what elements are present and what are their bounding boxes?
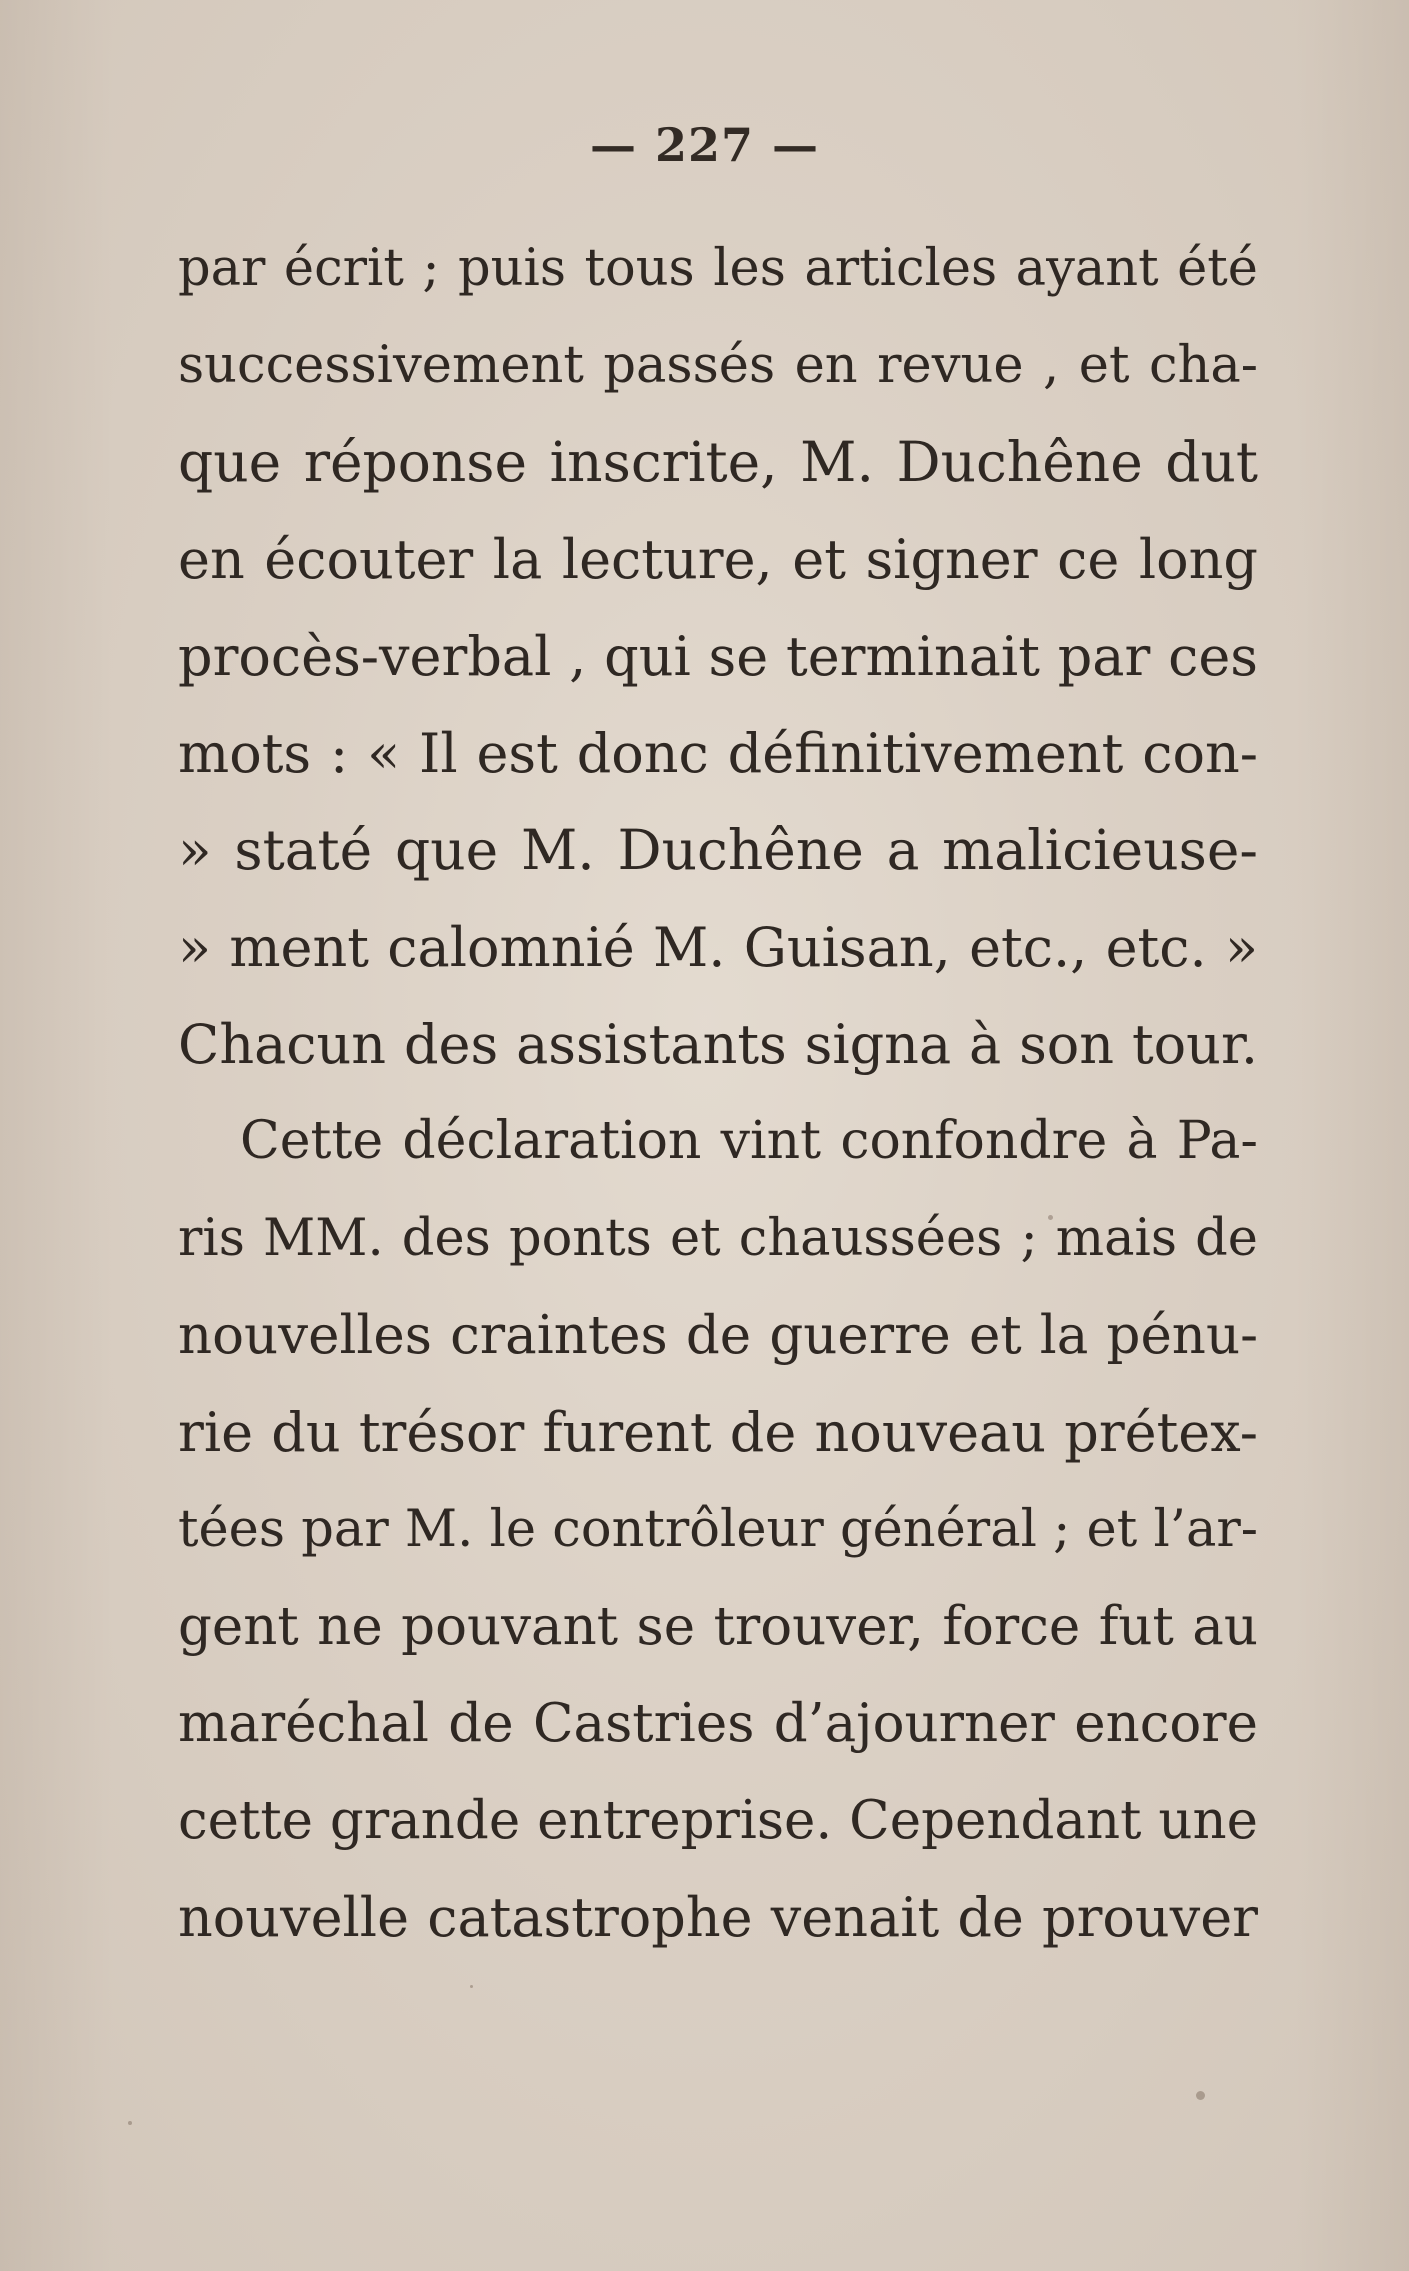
- text-line: ris MM. des ponts et chaussées ; mais de: [178, 1209, 1258, 1268]
- text-line: tées par M. le contrôleur général ; et l’ar-: [178, 1500, 1258, 1559]
- paper-speck: [1196, 2091, 1205, 2100]
- page-number-dash-left: —: [589, 118, 637, 172]
- page-number-dash-right: —: [772, 118, 820, 172]
- text-line: nouvelles craintes de guerre et la pénu-: [178, 1305, 1258, 1366]
- page-number-value: 227: [654, 118, 755, 172]
- text-line: successivement passés en revue , et cha-: [178, 336, 1258, 395]
- text-line: » staté que M. Duchêne a malicieuse-: [178, 818, 1258, 882]
- text-line: procès-verbal , qui se terminait par ces: [178, 625, 1258, 688]
- text-line: Cette déclaration vint confondre à Pa-: [240, 1111, 1258, 1171]
- paper-speck: [128, 2121, 132, 2125]
- text-line: que réponse inscrite, M. Duchêne dut: [178, 430, 1258, 494]
- page-number: [0, 118, 1409, 172]
- text-line: par écrit ; puis tous les articles ayant été: [178, 239, 1258, 298]
- text-line: rie du trésor furent de nouveau prétex-: [178, 1401, 1258, 1464]
- text-line: en écouter la lecture, et signer ce long: [178, 528, 1258, 591]
- text-line: cette grande entreprise. Cependant une: [178, 1790, 1258, 1851]
- body-text: [178, 220, 1258, 1966]
- text-line: » ment calomnié M. Guisan, etc., etc. »: [178, 916, 1258, 979]
- text-line: nouvelle catastrophe venait de prouver: [178, 1886, 1258, 1949]
- text-line: gent ne pouvant se trouver, force fut au: [178, 1596, 1258, 1657]
- paper-speck: [470, 1985, 473, 1988]
- text-line: Chacun des assistants signa à son tour.: [178, 1013, 1258, 1076]
- text-line: mots : « Il est donc définitivement con-: [178, 722, 1258, 785]
- text-line: maréchal de Castries d’ajourner encore: [178, 1693, 1258, 1754]
